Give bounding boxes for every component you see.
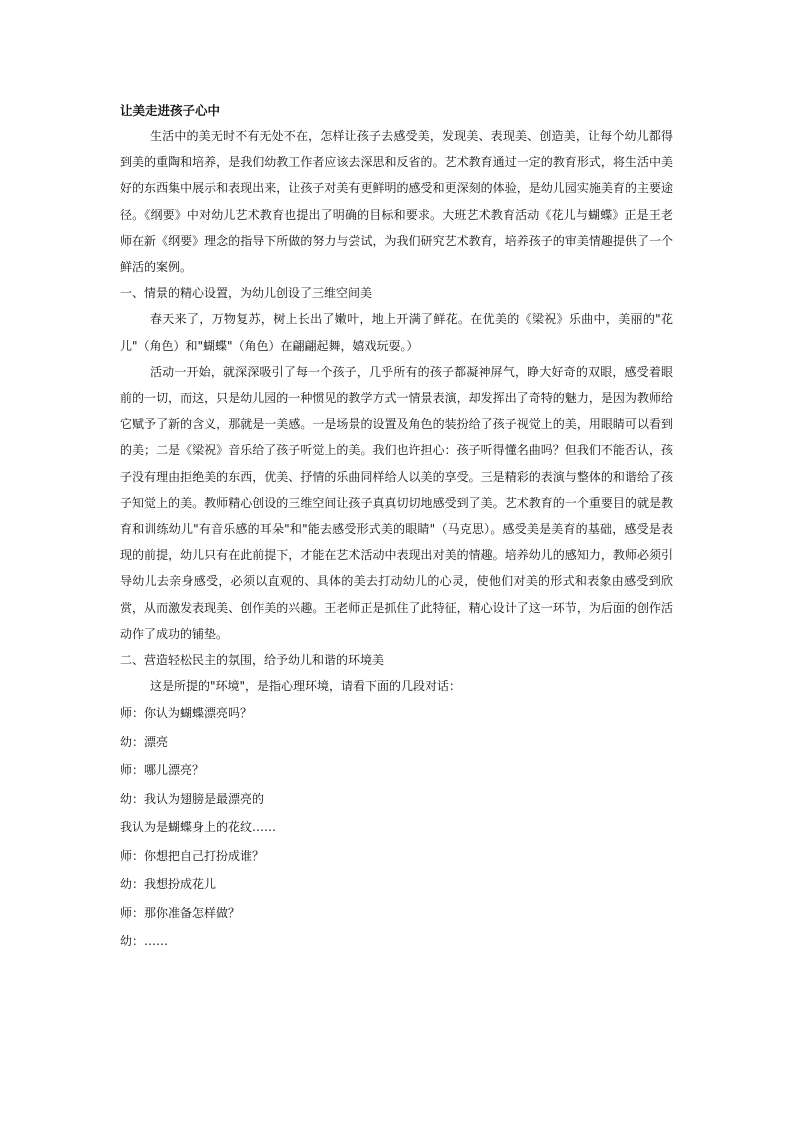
dialogue-line: 幼：漂亮: [120, 734, 169, 749]
intro-paragraph: 生活中的美无时不有无处不在，怎样让孩子去感受美，发现美、表现美、创造美，让每个幼儿都得到美的重陶和培养，是我们幼教工作者应该去深思和反省的。艺术教育通过一定的教育形式，将生活中美好的东西集中展示和表现出来，让孩子对美有更鲜明的感受和更深刻的体验，是幼儿园实施美育的主要途径。《纲要》中对幼儿艺术教育也提出了明确的目标和要求。大班艺术教育活动《花儿与蝴蝶》正是王老师在新《纲要》理念的指导下所做的努力与尝试，为我们研究艺术教育，培养孩子的审美情趣提供了一个鲜活的案例。: [120, 129, 673, 275]
dialogue-line: 幼：……: [120, 934, 169, 949]
dialogue-line: 师：你想把自己打扮成谁？: [120, 848, 265, 863]
dialogue-line: 师：你认为蝴蝶漂亮吗？: [120, 706, 253, 721]
section-1-paragraph-2: 活动一开始，就深深吸引了每一个孩子，几乎所有的孩子都凝神屏气，睁大好奇的双眼，感受着眼前的一切，而这，只是幼儿园的一种惯见的教学方式一情景表演，却发挥出了奇特的魅力，是因为教师给它赋予了新的含义，那就是一美感。一是场景的设置及角色的装扮给了孩子视觉上的美，用眼睛可以看到的美；二是《梁祝》音乐给了孩子听觉上的美。我们也许担心：孩子听得懂名曲吗？但我们不能否认，孩子没有理由拒绝美的东西，优美、抒情的乐曲同样给人以美的享受。三是精彩的表演与整体的和谐给了孩子知觉上的美。教师精心创设的三维空间让孩子真真切切地感受到了美。艺术教育的一个重要目的就是教育和训练幼儿"有音乐感的耳朵"和"能去感受形式美的眼睛"（马克思）。感受美是美育的基础，感受是表现的前提，幼儿只有在此前提下，才能在艺术活动中表现出对美的情趣。培养幼儿的感知力，教师必须引导幼儿去亲身感受，必须以直观的、具体的美去打动幼儿的心灵，使他们对美的形式和表象由感受到欣赏，从而激发表现美、创作美的兴趣。王老师正是抓住了此特征，精心设计了这一环节，为后面的创作活动作了成功的铺垫。: [120, 364, 673, 641]
document-title: 让美走进孩子心中: [120, 103, 221, 118]
dialogue-line: 幼：我想扮成花儿: [120, 877, 217, 892]
dialogue-line: 幼：我认为翅膀是最漂亮的: [120, 791, 265, 806]
dialogue-line: 师：那你准备怎样做？: [120, 905, 241, 920]
section-1-paragraph-1: 春天来了，万物复苏，树上长出了嫩叶，地上开满了鲜花。在优美的《梁祝》乐曲中，美丽的"花儿"（角色）和"蝴蝶"（角色）在翩翩起舞，嬉戏玩耍。）: [120, 312, 673, 353]
document-page: [120, 100, 673, 956]
section-1-heading: 一、情景的精心设置，为幼儿创设了三维空间美: [120, 286, 373, 301]
section-2-heading: 二、营造轻松民主的氛围，给予幼儿和谐的环境美: [120, 653, 385, 668]
section-2-intro: 这是所提的"环境"，是指心理环境，请看下面的几段对话：: [150, 679, 462, 694]
dialogue-line: 师：哪儿漂亮？: [120, 763, 205, 778]
dialogue-list: [120, 699, 673, 956]
dialogue-line: 我认为是蝴蝶身上的花纹……: [120, 820, 277, 835]
